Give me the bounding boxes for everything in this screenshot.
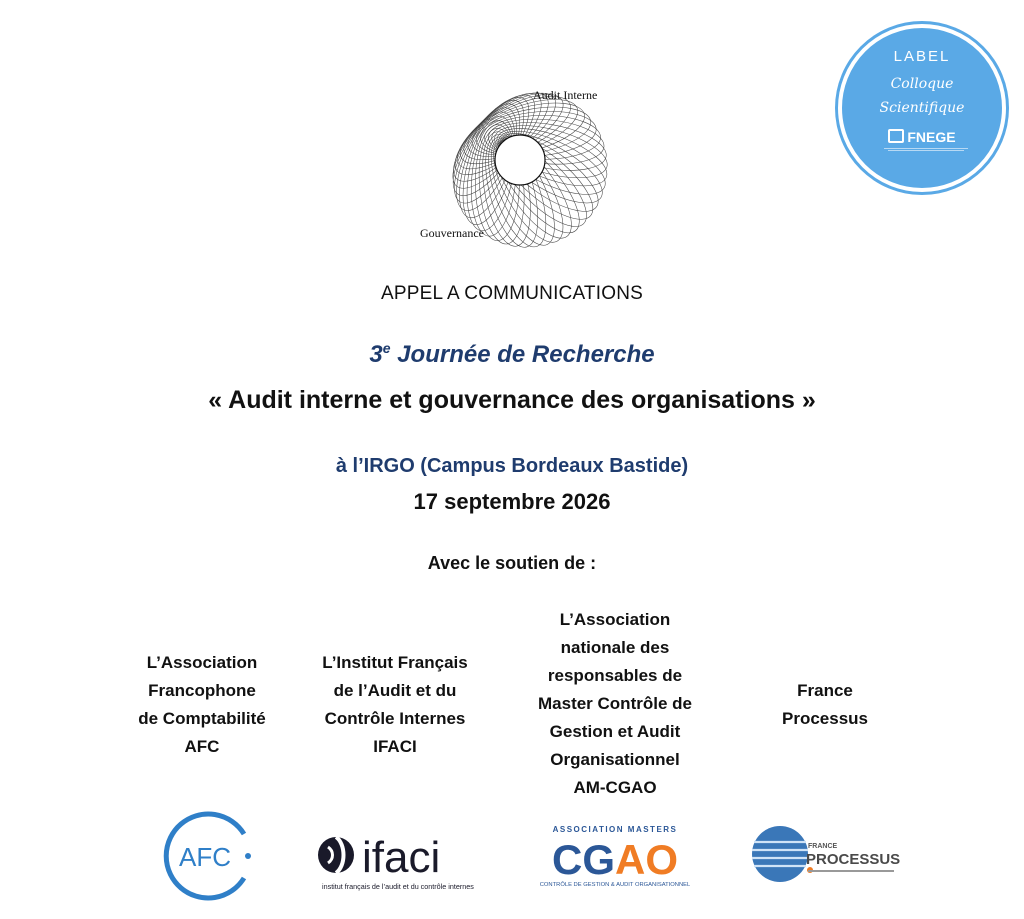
event-edition: 3e Journée de Recherche xyxy=(369,340,655,368)
hero-logo xyxy=(420,40,620,260)
cgao-logo-top: ASSOCIATION MASTERS xyxy=(552,825,678,834)
hero-top-label: Audit Interne xyxy=(533,88,598,102)
support-heading: Avec le soutien de : xyxy=(427,553,597,573)
afc-logo xyxy=(158,808,258,904)
france-processus-logo xyxy=(748,820,908,890)
cgao-logo xyxy=(540,822,690,892)
call-for-papers-title: APPEL A COMMUNICATIONS xyxy=(380,283,643,304)
afc-logo-text: AFC xyxy=(179,842,231,872)
processus-logo-small: FRANCE xyxy=(808,843,838,850)
event-theme: « Audit interne et gouvernance des organisations » xyxy=(208,386,816,414)
ifaci-logo-text: ifaci xyxy=(362,833,441,882)
fnege-label-badge xyxy=(838,24,1006,192)
ifaci-logo-subtitle: institut français de l’audit et du contrôle internes xyxy=(322,882,474,891)
badge-script-line2: Scientifique xyxy=(879,100,965,116)
badge-brand: FNEGE xyxy=(842,129,1002,145)
sponsor-afc-name: L’Association Francophone de Comptabilité AFC xyxy=(138,653,266,756)
hero-bottom-label: Gouvernance xyxy=(420,226,484,240)
afc-ring-icon xyxy=(158,808,258,904)
ifaci-logo xyxy=(312,828,482,894)
ifaci-mark-icon xyxy=(312,828,482,894)
badge-label: LABEL xyxy=(893,48,951,65)
sponsor-amcgao-name: L’Association nationale des responsables de Master Contrôle de Gestion et Audit Organisationnel AM-CGAO xyxy=(538,610,692,797)
fnege-logo-icon xyxy=(888,129,904,143)
cgao-logo-text: CGAO xyxy=(552,836,678,883)
processus-globe-icon xyxy=(748,820,908,890)
event-date: 17 septembre 2026 xyxy=(413,489,611,514)
sponsor-france-processus-name: France Processus xyxy=(782,681,868,728)
event-venue: à l’IRGO (Campus Bordeaux Bastide) xyxy=(335,455,689,477)
cgao-mark-icon xyxy=(540,822,690,892)
badge-script-line1: Colloque xyxy=(890,76,954,92)
processus-logo-text: PROCESSUS xyxy=(806,851,901,868)
cgao-logo-subtitle: CONTRÔLE DE GESTION & AUDIT ORGANISATIONNEL xyxy=(540,882,690,888)
badge-fine-print xyxy=(878,147,974,155)
sponsor-ifaci-name: L’Institut Français de l’Audit et du Contrôle Internes IFACI xyxy=(322,653,468,756)
